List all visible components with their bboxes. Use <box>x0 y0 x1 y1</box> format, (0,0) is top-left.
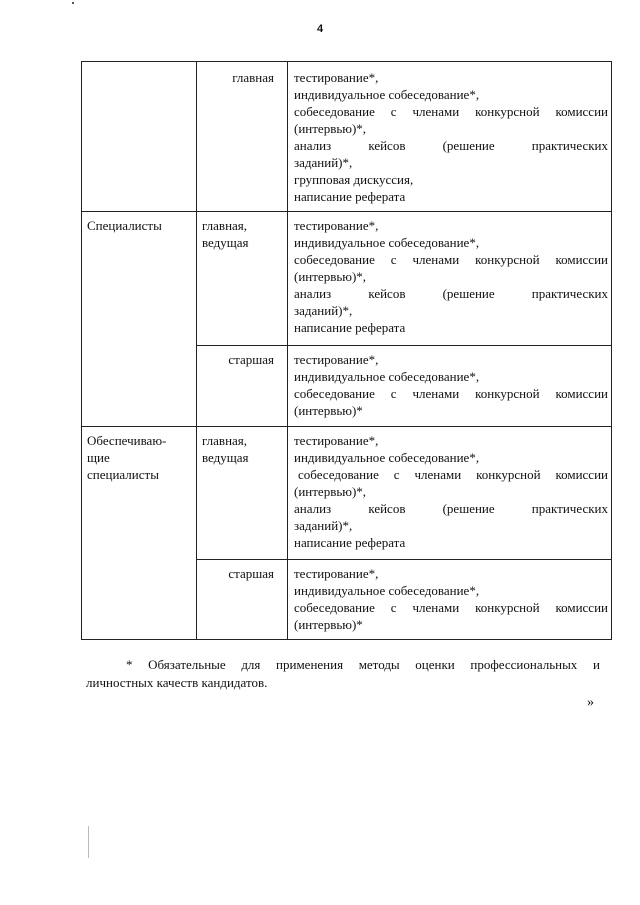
method-line: анализ кейсов (решение практических <box>294 138 608 153</box>
category-cell: Обеспечиваю- щие специалисты <box>87 433 167 482</box>
method-line: (интервью)*, <box>294 484 367 499</box>
method-line: (интервью)* <box>294 403 363 418</box>
method-line: индивидуальное собеседование*, <box>294 235 480 250</box>
footnote <box>86 656 600 692</box>
methods-cell <box>294 351 608 419</box>
method-line: групповая дискуссия, <box>294 172 414 187</box>
method-line: индивидуальное собеседование*, <box>294 450 480 465</box>
method-line: заданий)*, <box>294 303 353 318</box>
page-number: 4 <box>316 23 324 35</box>
method-line: индивидуальное собеседование*, <box>294 583 480 598</box>
row-divider-2 <box>196 345 611 346</box>
method-line: написание реферата <box>294 320 406 335</box>
method-line: анализ кейсов (решение практических <box>294 286 608 301</box>
category-cell: Специалисты <box>87 218 162 233</box>
method-line: тестирование*, <box>294 70 379 85</box>
footnote-line-2: личностных качеств кандидатов. <box>86 675 268 690</box>
scan-artifact-dot <box>72 2 74 4</box>
method-line: собеседование с членами конкурсной комиссии <box>294 386 608 401</box>
method-line: собеседование с членами конкурсной комиссии <box>294 104 608 119</box>
method-line: собеседование с членами конкурсной комиссии <box>294 600 608 615</box>
methods-cell <box>294 69 608 205</box>
method-line: тестирование*, <box>294 566 379 581</box>
method-line: заданий)*, <box>294 518 353 533</box>
scan-margin-mark <box>88 826 89 858</box>
level-cell: старшая <box>228 566 274 581</box>
closing-quote: » <box>587 695 594 710</box>
methods-cell <box>294 217 608 336</box>
column-divider-2 <box>287 62 288 639</box>
method-line: собеседование с членами конкурсной комиссии <box>298 467 608 482</box>
method-line: анализ кейсов (решение практических <box>294 501 608 516</box>
level-cell: главная <box>232 70 274 85</box>
method-line: (интервью)* <box>294 617 363 632</box>
column-divider-1 <box>196 62 197 639</box>
method-line: (интервью)*, <box>294 269 367 284</box>
assessment-methods-table <box>81 61 612 640</box>
method-line: (интервью)*, <box>294 121 367 136</box>
method-line: написание реферата <box>294 189 406 204</box>
row-divider-4 <box>196 559 611 560</box>
method-line: собеседование с членами конкурсной комиссии <box>294 252 608 267</box>
method-line: индивидуальное собеседование*, <box>294 369 480 384</box>
method-line: заданий)*, <box>294 155 353 170</box>
level-cell: старшая <box>228 352 274 367</box>
method-line: тестирование*, <box>294 352 379 367</box>
level-cell: главная, ведущая <box>202 218 249 250</box>
footnote-line-1: * Обязательные для применения методы оценки профессиональных и <box>126 657 600 672</box>
methods-cell <box>294 565 608 633</box>
methods-cell <box>294 432 608 551</box>
method-line: тестирование*, <box>294 218 379 233</box>
row-divider-3 <box>82 426 611 427</box>
method-line: написание реферата <box>294 535 406 550</box>
method-line: индивидуальное собеседование*, <box>294 87 480 102</box>
level-cell: главная, ведущая <box>202 433 249 465</box>
method-line: тестирование*, <box>294 433 379 448</box>
row-divider-1 <box>82 211 611 212</box>
